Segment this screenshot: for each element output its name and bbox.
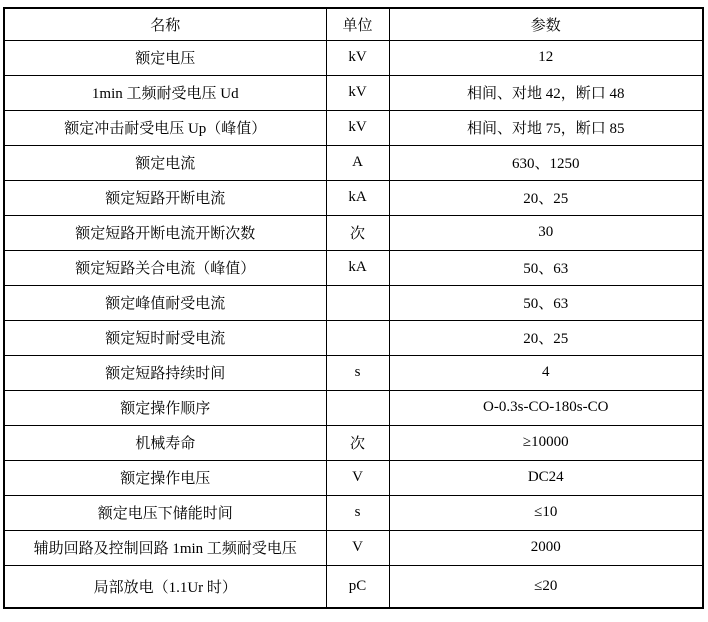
table-row xyxy=(4,425,703,460)
value-cell: 相间、对地 75，断口 85 xyxy=(389,110,703,145)
param-name-cell: 额定电流 xyxy=(4,145,326,180)
unit-cell: pC xyxy=(326,565,389,608)
param-name-cell: 局部放电（1.1Ur 时） xyxy=(4,565,326,608)
unit-cell: V xyxy=(326,460,389,495)
param-name-cell: 额定短路关合电流（峰值） xyxy=(4,250,326,285)
unit-cell xyxy=(326,390,389,425)
unit-cell: s xyxy=(326,495,389,530)
unit-cell: kV xyxy=(326,110,389,145)
value-cell: ≥10000 xyxy=(389,425,703,460)
unit-cell: A xyxy=(326,145,389,180)
table-row xyxy=(4,215,703,250)
table-row xyxy=(4,40,703,75)
param-name-cell: 额定电压下储能时间 xyxy=(4,495,326,530)
value-cell: O-0.3s-CO-180s-CO xyxy=(389,390,703,425)
table-row xyxy=(4,110,703,145)
value-cell: ≤20 xyxy=(389,565,703,608)
table-row xyxy=(4,565,703,608)
value-cell: 50、63 xyxy=(389,250,703,285)
param-name-cell: 额定峰值耐受电流 xyxy=(4,285,326,320)
unit-cell: kV xyxy=(326,75,389,110)
value-cell: 20、25 xyxy=(389,320,703,355)
value-cell: 20、25 xyxy=(389,180,703,215)
spec-table xyxy=(3,7,704,609)
value-cell: 30 xyxy=(389,215,703,250)
value-cell: 630、1250 xyxy=(389,145,703,180)
unit-cell xyxy=(326,320,389,355)
unit-cell: V xyxy=(326,530,389,565)
unit-cell: kV xyxy=(326,40,389,75)
param-name-cell: 额定短路持续时间 xyxy=(4,355,326,390)
value-cell: 4 xyxy=(389,355,703,390)
column-header-unit: 单位 xyxy=(326,8,389,40)
param-name-cell: 额定操作电压 xyxy=(4,460,326,495)
column-header-name: 名称 xyxy=(4,8,326,40)
table-row xyxy=(4,355,703,390)
table-row xyxy=(4,250,703,285)
table-row xyxy=(4,495,703,530)
unit-cell: kA xyxy=(326,250,389,285)
value-cell: 2000 xyxy=(389,530,703,565)
unit-cell xyxy=(326,285,389,320)
value-cell: 相间、对地 42，断口 48 xyxy=(389,75,703,110)
param-name-cell: 额定电压 xyxy=(4,40,326,75)
param-name-cell: 辅助回路及控制回路 1min 工频耐受电压 xyxy=(4,530,326,565)
spec-table-body xyxy=(4,40,703,608)
table-row xyxy=(4,285,703,320)
spec-table-header xyxy=(4,8,703,40)
header-row xyxy=(4,8,703,40)
value-cell: 12 xyxy=(389,40,703,75)
table-row xyxy=(4,320,703,355)
table-row xyxy=(4,390,703,425)
table-row xyxy=(4,145,703,180)
value-cell: DC24 xyxy=(389,460,703,495)
param-name-cell: 额定短路开断电流 xyxy=(4,180,326,215)
unit-cell: 次 xyxy=(326,215,389,250)
param-name-cell: 额定操作顺序 xyxy=(4,390,326,425)
table-row xyxy=(4,180,703,215)
value-cell: 50、63 xyxy=(389,285,703,320)
unit-cell: s xyxy=(326,355,389,390)
column-header-value: 参数 xyxy=(389,8,703,40)
unit-cell: 次 xyxy=(326,425,389,460)
param-name-cell: 机械寿命 xyxy=(4,425,326,460)
param-name-cell: 额定冲击耐受电压 Up（峰值） xyxy=(4,110,326,145)
param-name-cell: 额定短路开断电流开断次数 xyxy=(4,215,326,250)
table-row xyxy=(4,460,703,495)
table-row xyxy=(4,530,703,565)
table-row xyxy=(4,75,703,110)
value-cell: ≤10 xyxy=(389,495,703,530)
param-name-cell: 1min 工频耐受电压 Ud xyxy=(4,75,326,110)
unit-cell: kA xyxy=(326,180,389,215)
param-name-cell: 额定短时耐受电流 xyxy=(4,320,326,355)
